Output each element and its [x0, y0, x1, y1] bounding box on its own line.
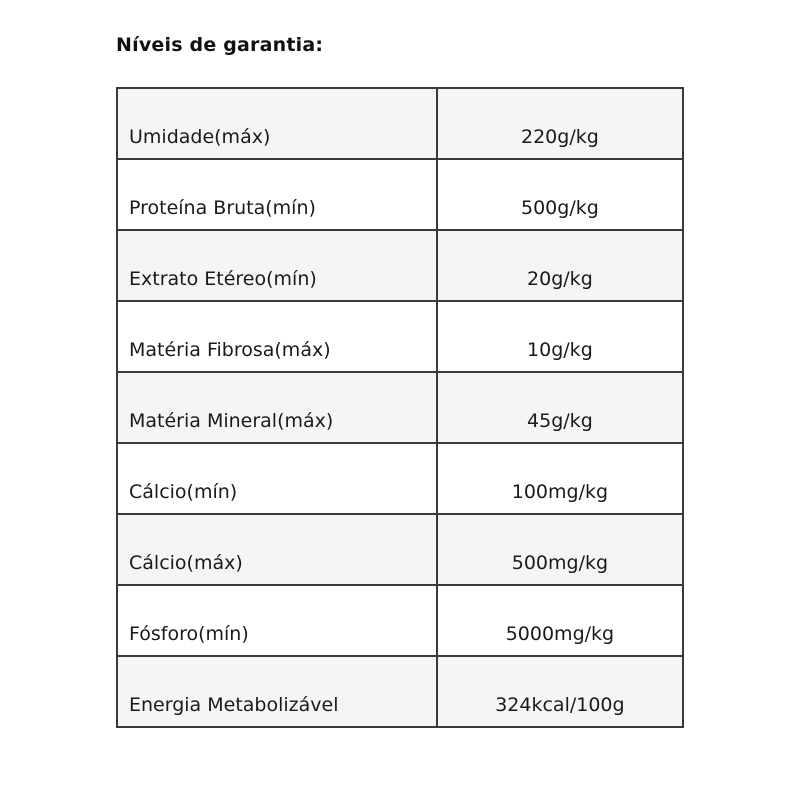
guarantee-levels-table: [116, 87, 684, 728]
row-value: 45g/kg: [437, 372, 683, 443]
table-row: [117, 656, 683, 727]
row-value: 5000mg/kg: [437, 585, 683, 656]
table-row: [117, 159, 683, 230]
row-value: 10g/kg: [437, 301, 683, 372]
row-label: Matéria Mineral(máx): [117, 372, 437, 443]
table-row: [117, 514, 683, 585]
row-label: Cálcio(mín): [117, 443, 437, 514]
row-label: Fósforo(mín): [117, 585, 437, 656]
row-label: Extrato Etéreo(mín): [117, 230, 437, 301]
table-row: [117, 88, 683, 159]
table-row: [117, 585, 683, 656]
row-label: Matéria Fibrosa(máx): [117, 301, 437, 372]
row-value: 20g/kg: [437, 230, 683, 301]
row-value: 220g/kg: [437, 88, 683, 159]
row-label: Proteína Bruta(mín): [117, 159, 437, 230]
table-row: [117, 230, 683, 301]
table-row: [117, 372, 683, 443]
table-row: [117, 443, 683, 514]
row-value: 100mg/kg: [437, 443, 683, 514]
section-heading: Níveis de garantia:: [116, 34, 324, 56]
row-value: 324kcal/100g: [437, 656, 683, 727]
row-label: Energia Metabolizável: [117, 656, 437, 727]
row-value: 500mg/kg: [437, 514, 683, 585]
row-label: Cálcio(máx): [117, 514, 437, 585]
row-label: Umidade(máx): [117, 88, 437, 159]
row-value: 500g/kg: [437, 159, 683, 230]
table-row: [117, 301, 683, 372]
